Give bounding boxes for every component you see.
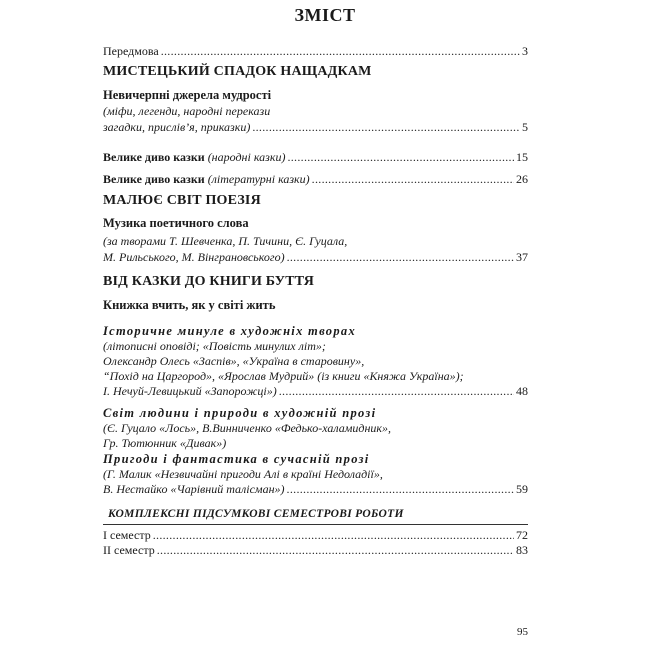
entry-label: ІІ семестр	[103, 543, 155, 557]
entry-label	[103, 172, 310, 187]
subsection-heading: Книжка вчить, як у світі жить	[103, 298, 276, 312]
entry-bold: Велике диво казки	[103, 150, 205, 164]
entry-label: М. Рильського, М. Вінграновського)	[103, 250, 285, 264]
entry-line: (Г. Малик «Незвичайні пригоди Алі в країні Недоладії»,	[103, 467, 383, 481]
entry-label	[103, 150, 285, 165]
entry-label: загадки, прислів’я, приказки)	[103, 120, 251, 134]
summary-heading: КОМПЛЕКСНІ ПІДСУМКОВІ СЕМЕСТРОВІ РОБОТИ	[108, 508, 404, 520]
entry-label: І. Нечуй-Левицький «Запорожці»)	[103, 384, 277, 398]
entry-line: (літописні оповіді; «Повість минулих літ»;	[103, 339, 326, 353]
entry-label: І семестр	[103, 528, 151, 542]
entry-page: 26	[516, 172, 528, 186]
leader-dots	[287, 250, 514, 265]
leader-dots	[252, 120, 520, 135]
leader-dots	[153, 528, 514, 543]
toc-entry-poetry	[103, 250, 528, 265]
entry-line: Гр. Тютюнник «Дивак»)	[103, 436, 227, 450]
leader-dots	[161, 44, 520, 59]
entry-line: Олександр Олесь «Заспів», «Україна в старовину»,	[103, 354, 365, 368]
subsection-heading: Музика поетичного слова	[103, 216, 249, 230]
subsection-heading: Невичерпні джерела мудрості	[103, 88, 272, 102]
section-heading-1: МИСТЕЦЬКИЙ СПАДОК НАЩАДКАМ	[103, 64, 372, 79]
toc-entry-history	[103, 384, 528, 399]
entry-page: 37	[516, 250, 528, 264]
leader-dots	[312, 172, 514, 187]
entry-bold: Велике диво казки	[103, 172, 205, 186]
leader-dots	[279, 384, 514, 399]
part-heading: Пригоди і фантастика в сучасній прозі	[103, 452, 370, 466]
divider	[103, 524, 528, 525]
entry-page: 83	[516, 543, 528, 557]
toc-entry-adventure	[103, 482, 528, 497]
part-heading: Світ людини і природи в художній прозі	[103, 406, 377, 420]
entry-page: 59	[516, 482, 528, 496]
page-title: ЗМІСТ	[294, 5, 356, 25]
entry-italic: (народні казки)	[207, 150, 286, 164]
entry-label: Передмова	[103, 44, 159, 58]
toc-entry-folk-tales	[103, 150, 528, 165]
entry-page: 5	[522, 120, 528, 134]
toc-entry-preface	[103, 44, 528, 59]
section-heading-3: ВІД КАЗКИ ДО КНИГИ БУТТЯ	[103, 274, 315, 289]
leader-dots	[157, 543, 514, 558]
entry-label: В. Нестайко «Чарівний талісман»)	[103, 482, 285, 496]
entry-line: (міфи, легенди, народні перекази	[103, 104, 271, 118]
entry-line: (за творами Т. Шевченка, П. Тичини, Є. Гуцала,	[103, 234, 348, 248]
entry-page: 72	[516, 528, 528, 542]
toc-entry-semester-1	[103, 528, 528, 543]
entry-page: 15	[516, 150, 528, 164]
entry-italic: (літературні казки)	[207, 172, 310, 186]
section-heading-2: МАЛЮЄ СВІТ ПОЕЗІЯ	[103, 193, 261, 208]
toc-entry-semester-2	[103, 543, 528, 558]
toc-entry-literary-tales	[103, 172, 528, 187]
leader-dots	[287, 150, 514, 165]
entry-page: 3	[522, 44, 528, 58]
page-number: 95	[517, 626, 528, 638]
entry-page: 48	[516, 384, 528, 398]
part-heading: Історичне минуле в художніх творах	[103, 324, 356, 338]
entry-line: (Є. Гуцало «Лось», В.Винниченко «Федько-халамидник»,	[103, 421, 392, 435]
entry-line: “Похід на Царгород», «Ярослав Мудрий» (із книги «Княжа Україна»);	[103, 369, 464, 383]
leader-dots	[287, 482, 514, 497]
toc-entry-wisdom	[103, 120, 528, 135]
